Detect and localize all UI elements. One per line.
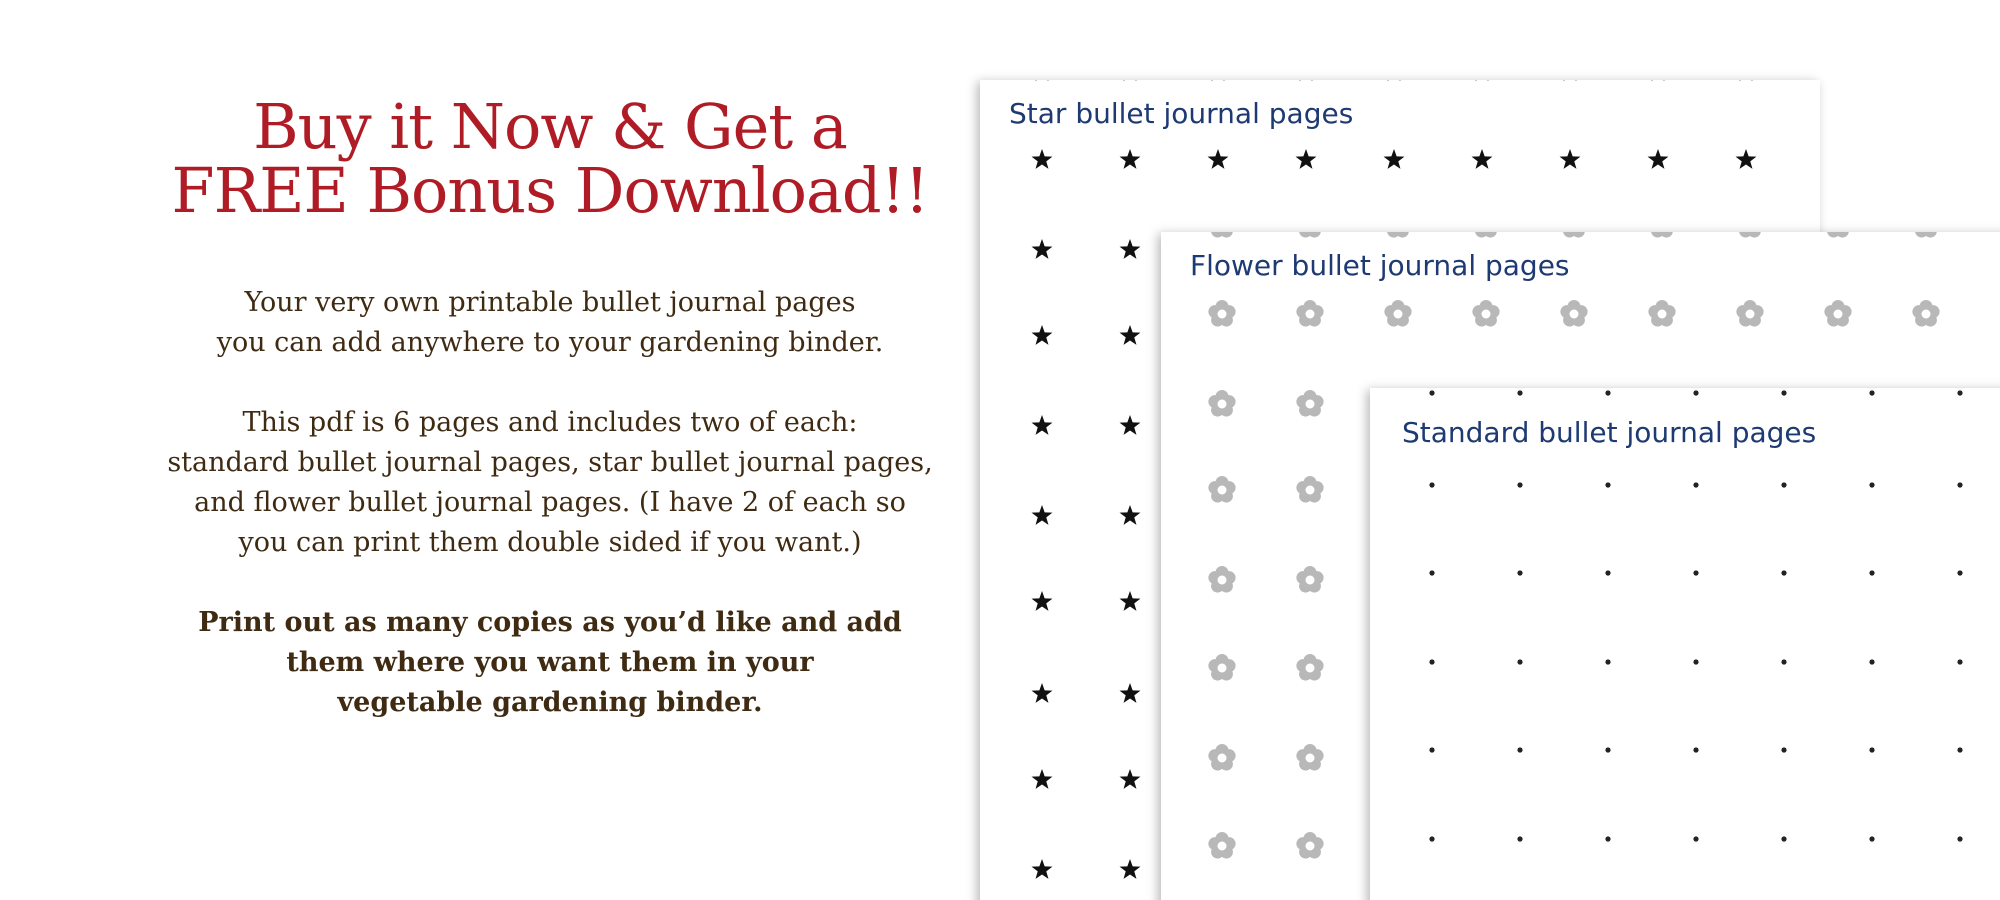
dot-marker: [1429, 570, 1434, 575]
dot-marker: [1605, 747, 1610, 752]
promo-headline: [150, 90, 950, 227]
flower-marker: [1296, 654, 1323, 681]
dot-marker: [1605, 659, 1610, 664]
star-marker: [1120, 591, 1141, 611]
dot-marker: [1429, 659, 1434, 664]
flower-marker: [1560, 232, 1587, 238]
star-marker: [1032, 859, 1053, 879]
standard-page-title: Standard bullet journal pages: [1402, 416, 1817, 449]
flower-marker: [1208, 654, 1235, 681]
star-marker: [1120, 505, 1141, 525]
star-marker: [1032, 591, 1053, 611]
star-marker: [1736, 80, 1757, 81]
star-marker: [1032, 769, 1053, 789]
details-paragraph: [150, 403, 950, 563]
headline-line-2: FREE Bonus Download!!: [171, 154, 929, 227]
dot-marker: [1957, 836, 1962, 841]
flower-marker: [1208, 390, 1235, 417]
flower-page-title: Flower bullet journal pages: [1190, 249, 1570, 282]
star-marker: [1296, 80, 1317, 81]
star-marker: [1736, 149, 1757, 169]
flower-marker: [1736, 232, 1763, 238]
star-marker: [1648, 149, 1669, 169]
dot-marker: [1957, 659, 1962, 664]
promo-section: [150, 90, 950, 723]
star-marker: [1208, 80, 1229, 81]
star-marker: [1032, 239, 1053, 259]
dot-marker: [1957, 482, 1962, 487]
dot-marker: [1869, 747, 1874, 752]
dot-marker: [1957, 570, 1962, 575]
dot-marker: [1869, 836, 1874, 841]
dot-marker: [1869, 482, 1874, 487]
flower-marker: [1296, 232, 1323, 238]
star-marker: [1032, 325, 1053, 345]
dot-marker: [1605, 836, 1610, 841]
flower-marker: [1296, 476, 1323, 503]
dot-marker: [1869, 390, 1874, 395]
star-marker: [1120, 415, 1141, 435]
flower-marker: [1384, 300, 1411, 327]
dot-marker: [1517, 390, 1522, 395]
flower-marker: [1560, 300, 1587, 327]
star-marker: [1208, 149, 1229, 169]
dot-marker: [1693, 659, 1698, 664]
dot-marker: [1957, 390, 1962, 395]
dot-marker: [1693, 570, 1698, 575]
flower-marker: [1824, 232, 1851, 238]
standard-journal-page: [1370, 388, 2000, 900]
dot-marker: [1429, 747, 1434, 752]
flower-marker: [1472, 232, 1499, 238]
flower-marker: [1208, 832, 1235, 859]
dot-marker: [1869, 570, 1874, 575]
cta-line-1: Print out as many copies as you’d like and add: [198, 607, 902, 638]
star-marker: [1120, 769, 1141, 789]
dot-marker: [1517, 482, 1522, 487]
flower-marker: [1824, 300, 1851, 327]
star-marker: [1032, 683, 1053, 703]
intro-line-1: Your very own printable bullet journal pages: [244, 287, 856, 318]
dot-marker: [1781, 836, 1786, 841]
star-marker: [1120, 239, 1141, 259]
star-marker: [1560, 149, 1581, 169]
dot-marker: [1429, 482, 1434, 487]
flower-marker: [1296, 744, 1323, 771]
star-marker: [1472, 80, 1493, 81]
details-line-2: standard bullet journal pages, star bullet journal pages,: [167, 447, 933, 478]
flower-marker: [1736, 300, 1763, 327]
dot-marker: [1517, 570, 1522, 575]
star-marker: [1120, 325, 1141, 345]
star-page-title: Star bullet journal pages: [1009, 97, 1354, 130]
star-marker: [1384, 149, 1405, 169]
dot-marker: [1517, 836, 1522, 841]
flower-marker: [1296, 566, 1323, 593]
flower-marker: [1296, 832, 1323, 859]
dot-marker: [1869, 659, 1874, 664]
flower-marker: [1208, 232, 1235, 238]
star-marker: [1032, 149, 1053, 169]
dot-marker: [1605, 390, 1610, 395]
call-to-action-paragraph: [150, 603, 950, 723]
dot-marker: [1957, 747, 1962, 752]
dot-marker: [1781, 482, 1786, 487]
star-marker: [1120, 683, 1141, 703]
star-marker: [1472, 149, 1493, 169]
intro-paragraph: [150, 283, 950, 363]
star-marker: [1560, 80, 1581, 81]
dot-marker: [1429, 390, 1434, 395]
dot-marker: [1429, 836, 1434, 841]
star-marker: [1648, 80, 1669, 81]
flower-marker: [1208, 476, 1235, 503]
intro-line-2: you can add anywhere to your gardening binder.: [216, 327, 884, 358]
flower-marker: [1472, 300, 1499, 327]
dot-marker: [1693, 836, 1698, 841]
dot-marker: [1605, 570, 1610, 575]
flower-marker: [1208, 300, 1235, 327]
flower-marker: [1648, 300, 1675, 327]
headline-line-1: Buy it Now & Get a: [253, 90, 847, 163]
details-line-3: and flower bullet journal pages. (I have 2 of each so: [194, 487, 906, 518]
flower-marker: [1296, 390, 1323, 417]
flower-marker: [1208, 566, 1235, 593]
details-line-4: you can print them double sided if you want.): [238, 527, 862, 558]
dot-marker: [1781, 747, 1786, 752]
dot-marker: [1693, 390, 1698, 395]
flower-marker: [1296, 300, 1323, 327]
cta-line-3: vegetable gardening binder.: [337, 687, 763, 718]
dot-marker: [1517, 659, 1522, 664]
flower-marker: [1208, 744, 1235, 771]
dot-marker: [1693, 747, 1698, 752]
star-marker: [1032, 505, 1053, 525]
dot-grid: [1370, 388, 2000, 900]
star-marker: [1296, 149, 1317, 169]
star-marker: [1120, 149, 1141, 169]
dot-marker: [1693, 482, 1698, 487]
dot-marker: [1605, 482, 1610, 487]
star-marker: [1120, 859, 1141, 879]
dot-marker: [1781, 570, 1786, 575]
details-line-1: This pdf is 6 pages and includes two of each:: [242, 407, 858, 438]
flower-marker: [1384, 232, 1411, 238]
star-marker: [1032, 80, 1053, 81]
star-marker: [1384, 80, 1405, 81]
cta-line-2: them where you want them in your: [286, 647, 814, 678]
dot-marker: [1781, 390, 1786, 395]
star-marker: [1032, 415, 1053, 435]
dot-marker: [1517, 747, 1522, 752]
flower-marker: [1912, 232, 1939, 238]
star-marker: [1120, 80, 1141, 81]
flower-marker: [1912, 300, 1939, 327]
flower-marker: [1648, 232, 1675, 238]
dot-marker: [1781, 659, 1786, 664]
